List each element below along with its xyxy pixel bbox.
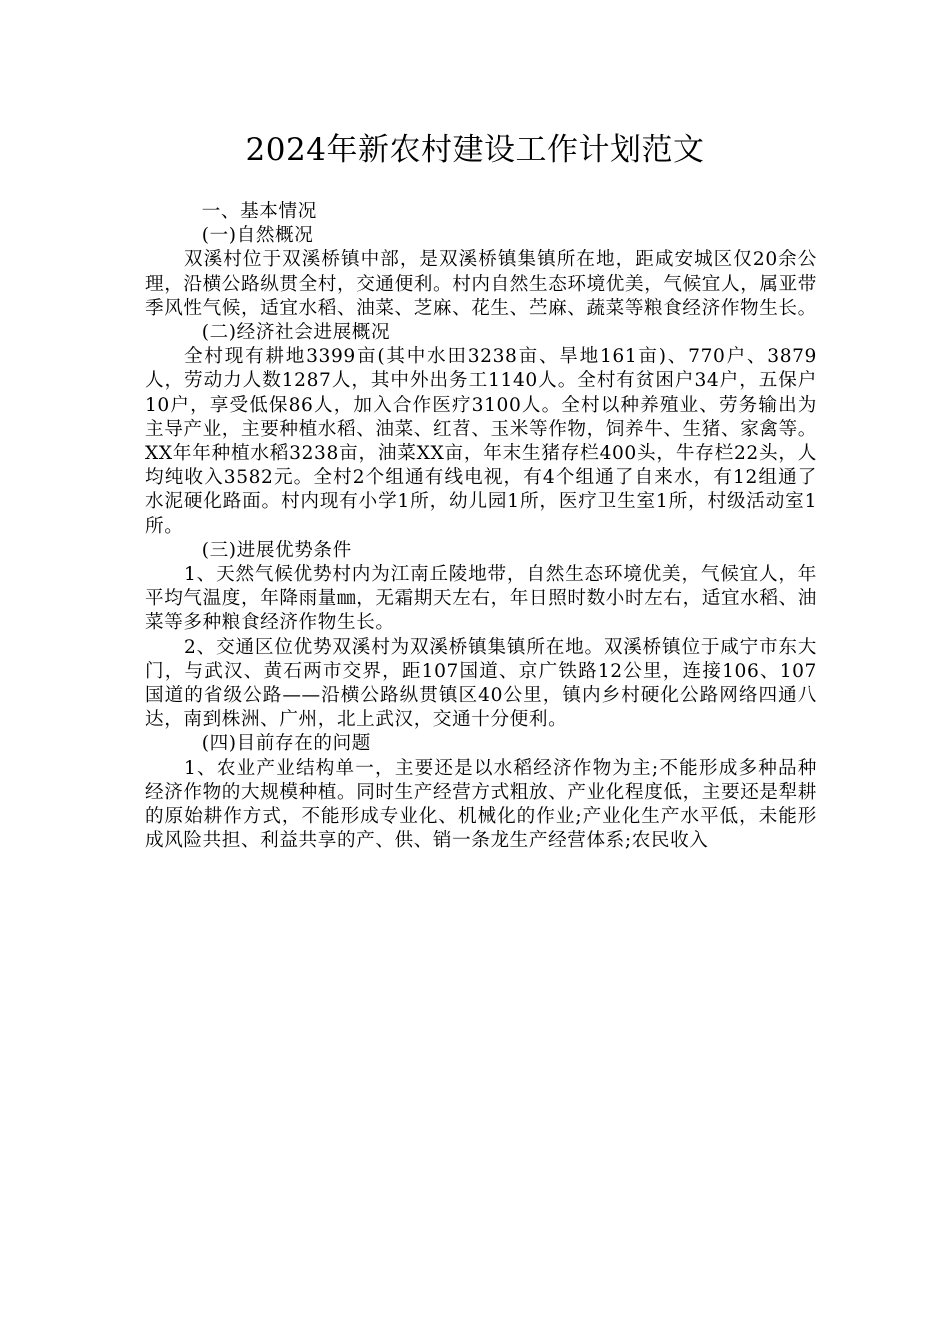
paragraph-transport-advantage: 2、交通区位优势双溪村为双溪桥镇集镇所在地。双溪桥镇位于咸宁市东大门，与武汉、黄石两市交界，距107国道、京广铁路12公里，连接106、107国道的省级公路——沿横公路纵贯镇区40公里，镇内乡村硬化公路网络四通八达，南到株洲、广州，北上武汉，交通十分便利。 xyxy=(145,636,817,731)
page-title: 2024年新农村建设工作计划范文 xyxy=(245,132,705,168)
paragraph-climate-advantage: 1、天然气候优势村内为江南丘陵地带，自然生态环境优美，气候宜人，年平均气温度，年降雨量㎜，无霜期天左右，年日照时数小时左右，适宜水稻、油菜等多种粮食经济作物生长。 xyxy=(145,564,817,634)
subsection-heading-natural-overview: (一)自然概况 xyxy=(201,225,314,247)
paragraph-natural-overview: 双溪村位于双溪桥镇中部，是双溪桥镇集镇所在地，距咸安城区仅20余公理，沿横公路纵贯全村，交通便利。村内自然生态环境优美，气候宜人，属亚带季风性气候，适宜水稻、油菜、芝麻、花生、苎麻、蔬菜等粮食经济作物生长。 xyxy=(145,249,817,319)
subsection-heading-economic-progress: (二)经济社会进展概况 xyxy=(201,322,391,344)
document-body xyxy=(145,200,817,853)
section-heading-basic-situation: 一、基本情况 xyxy=(201,201,317,222)
paragraph-current-problems: 1、农业产业结构单一，主要还是以水稻经济作物为主;不能形成多种品种经济作物的大规模种植。同时生产经营方式粗放、产业化程度低，主要还是犁耕的原始耕作方式，不能形成专业化、机械化的作业;产业化生产水平低，未能形成风险共担、利益共享的产、供、销一条龙生产经营体系;农民收入 xyxy=(145,757,817,852)
subsection-heading-current-problems: (四)目前存在的问题 xyxy=(201,733,371,755)
paragraph-economic-progress: 全村现有耕地3399亩(其中水田3238亩、旱地161亩)、770户、3879人，劳动力人数1287人，其中外出务工1140人。全村有贫困户34户，五保户10户，享受低保86人，加入合作医疗3100人。全村以种养殖业、劳务输出为主导产业，主要种植水稻、油菜、红苕、玉米等作物，饲养牛、生猪、家禽等。XX年年种植水稻3238亩，油菜XX亩，年末生猪存栏400头，牛存栏22头，人均纯收入3582元。全村2个组通有线电视，有4个组通了自来水，有12组通了水泥硬化路面。村内现有小学1所，幼儿园1所，医疗卫生室1所，村级活动室1所。 xyxy=(145,346,817,537)
subsection-heading-advantages: (三)进展优势条件 xyxy=(201,539,352,561)
